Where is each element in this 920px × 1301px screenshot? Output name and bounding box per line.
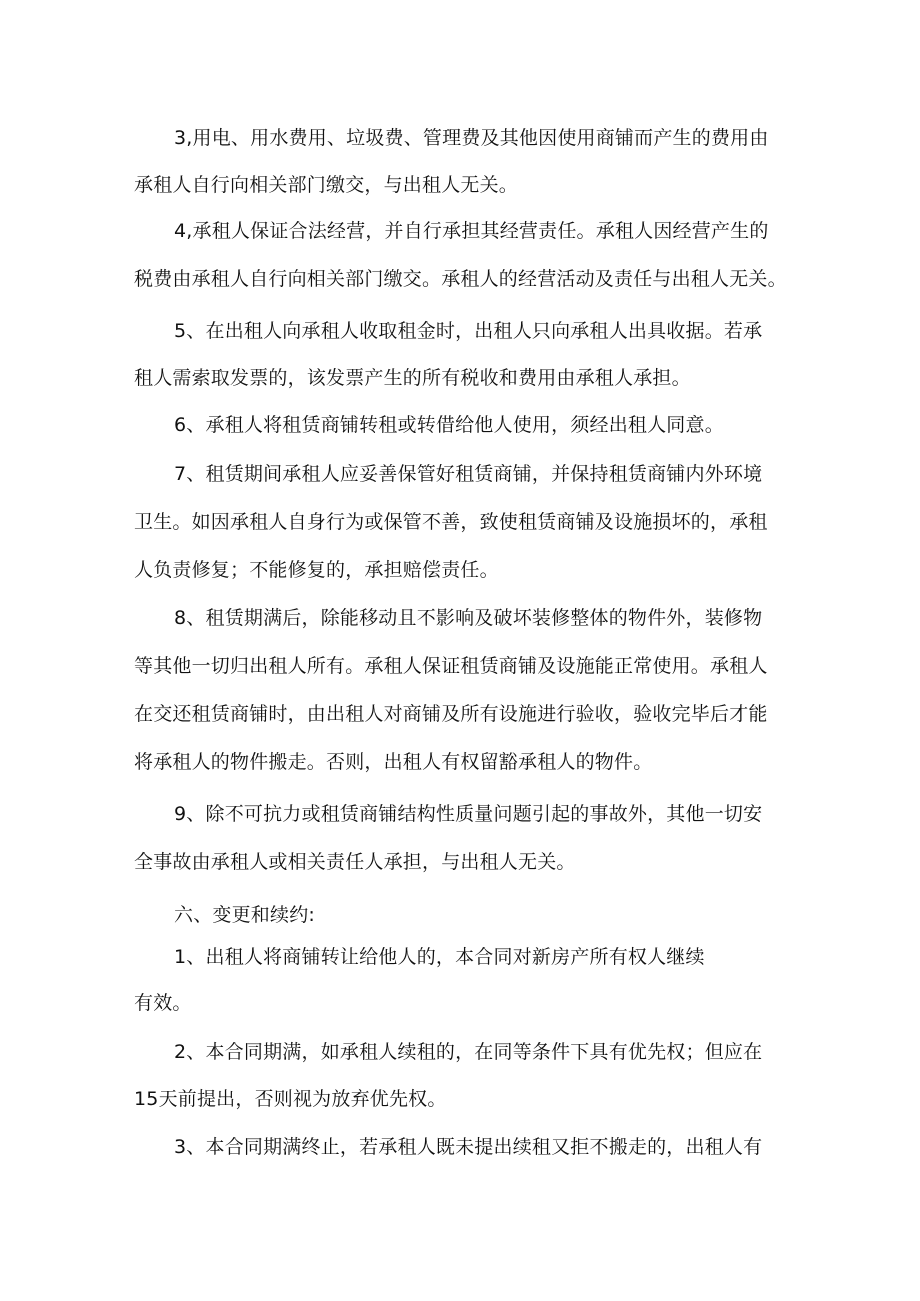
clause-4-line-1: 4,承租人保证合法经营，并自行承担其经营责任。承租人因经营产生的 (174, 220, 769, 242)
clause-7-line-2: 卫生。如因承租人自身行为或保管不善，致使租赁商铺及设施损坏的，承租 (134, 511, 768, 533)
clause-8-line-4: 将承租人的物件搬走。否则，出租人有权留豁承租人的物件。 (134, 751, 653, 773)
renewal-clause-1-line-2: 有效。 (134, 992, 192, 1014)
clause-7-line-1: 7、租赁期间承租人应妥善保管好租赁商铺，并保持租赁商铺内外环境 (174, 463, 763, 485)
clause-5-line-1: 5、在出租人向承租人收取租金时，出租人只向承租人出具收据。若承 (174, 320, 763, 342)
clause-5-line-2: 租人需索取发票的，该发票产生的所有税收和费用由承租人承担。 (134, 367, 691, 389)
clause-8-line-2: 等其他一切归出租人所有。承租人保证租赁商铺及设施能正常使用。承租人 (134, 655, 768, 677)
renewal-clause-3-line-1: 3、本合同期满终止，若承租人既未提出续租又拒不搬走的，出租人有 (174, 1136, 763, 1158)
renewal-clause-1-line-1: 1、出租人将商铺转让给他人的，本合同对新房产所有权人继续 (174, 946, 705, 968)
clause-9-line-1: 9、除不可抗力或租赁商铺结构性质量问题引起的事故外，其他一切安 (174, 803, 763, 825)
clause-3-line-1: 3,用电、用水费用、垃圾费、管理费及其他因使用商铺而产生的费用由 (174, 127, 769, 149)
clause-6-line-1: 6、承租人将租赁商铺转租或转借给他人使用，须经出租人同意。 (174, 414, 724, 436)
clause-8-line-3: 在交还租赁商铺时，由出租人对商铺及所有设施进行验收，验收完毕后才能 (134, 703, 768, 725)
clause-8-line-1: 8、租赁期满后，除能移动且不影响及破坏装修整体的物件外，装修物 (174, 607, 763, 629)
renewal-clause-2-line-2: 15天前提出，否则视为放弃优先权。 (134, 1088, 447, 1110)
clause-9-line-2: 全事故由承租人或相关责任人承担，与出租人无关。 (134, 851, 576, 873)
clause-4-line-2: 税费由承租人自行向相关部门缴交。承租人的经营活动及责任与出租人无关。 (134, 268, 787, 290)
section-heading: 六、变更和续约: (174, 904, 316, 926)
renewal-clause-2-line-1: 2、本合同期满，如承租人续租的，在同等条件下具有优先权；但应在 (174, 1041, 763, 1063)
clause-7-line-3: 人负责修复；不能修复的，承担赔偿责任。 (134, 559, 499, 581)
clause-3-line-2: 承租人自行向相关部门缴交，与出租人无关。 (134, 174, 519, 196)
